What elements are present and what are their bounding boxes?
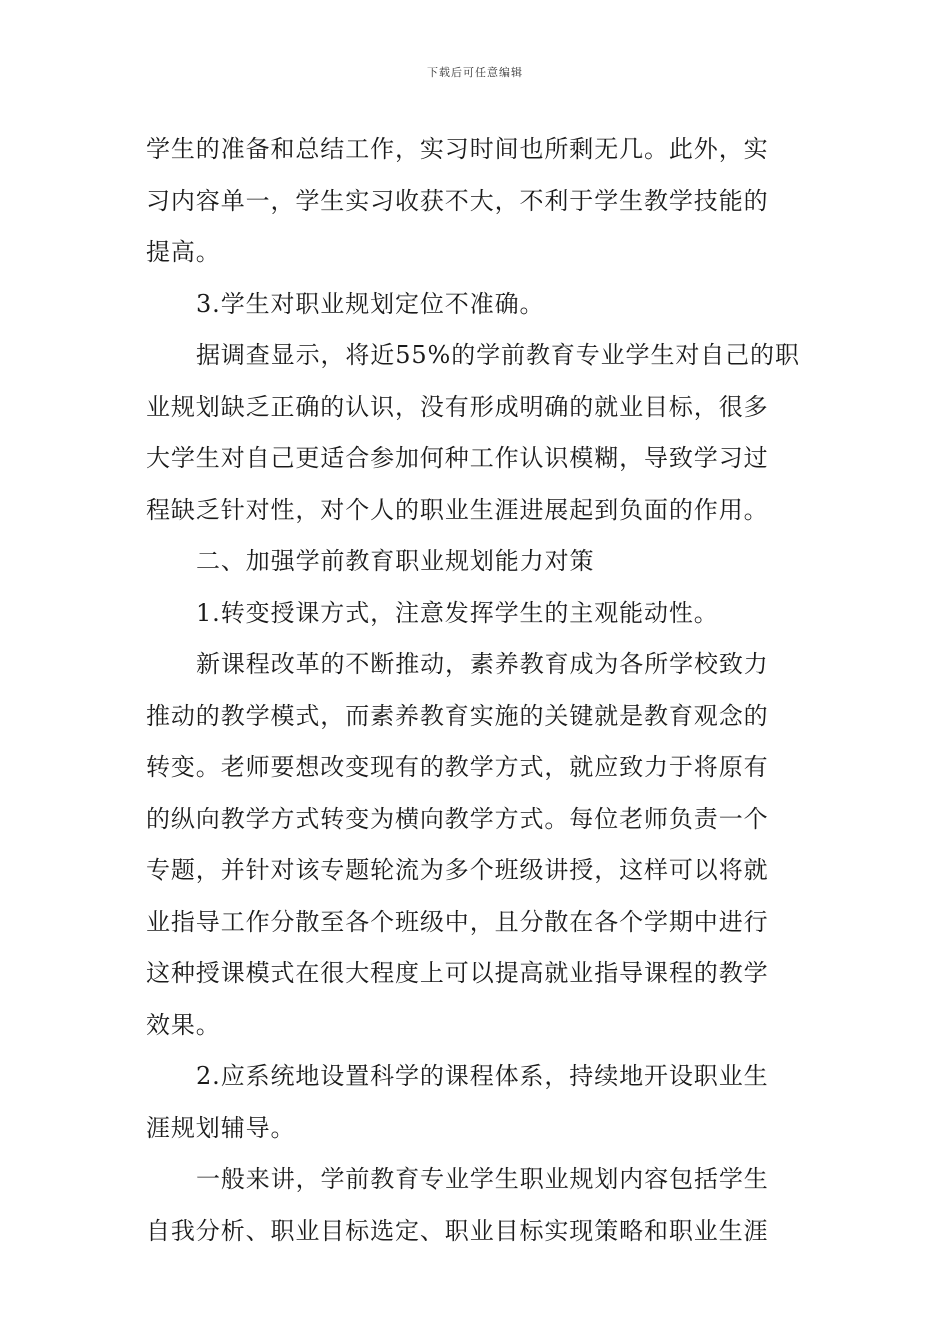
text-line-15: 专题，并针对该专题轮流为多个班级讲授，这样可以将就 bbox=[146, 856, 769, 884]
text-line-22: 自我分析、职业目标选定、职业目标实现策略和职业生涯 bbox=[146, 1216, 769, 1245]
text-line-16: 业指导工作分散至各个班级中，且分散在各个学期中进行 bbox=[146, 907, 769, 936]
subheading-1: 1.转变授课方式，注意发挥学生的主观能动性。 bbox=[196, 598, 719, 627]
text-line-11: 新课程改革的不断推动，素养教育成为各所学校致力 bbox=[196, 650, 769, 678]
subheading-2: 2.应系统地设置科学的课程体系，持续地开设职业生 bbox=[196, 1062, 769, 1090]
text-line-5: 据调查显示，将近55%的学前教育专业学生对自己的职 bbox=[196, 341, 800, 369]
text-line-3: 提高。 bbox=[146, 238, 221, 266]
page-header: 下载后可任意编辑 bbox=[427, 66, 523, 79]
subheading-3: 3.学生对职业规划定位不准确。 bbox=[196, 289, 545, 318]
document-body bbox=[146, 124, 812, 1257]
text-line-14: 的纵向教学方式转变为横向教学方式。每位老师负责一个 bbox=[146, 804, 769, 833]
text-line-18: 效果。 bbox=[146, 1010, 221, 1039]
text-line-21: 一般来讲，学前教育专业学生职业规划内容包括学生 bbox=[196, 1165, 769, 1193]
text-line-6: 业规划缺乏正确的认识，没有形成明确的就业目标，很多 bbox=[146, 392, 769, 421]
text-line-7: 大学生对自己更适合参加何种工作认识模糊，导致学习过 bbox=[146, 444, 769, 472]
text-line-12: 推动的教学模式，而素养教育实施的关键就是教育观念的 bbox=[146, 701, 769, 730]
text-line-20: 涯规划辅导。 bbox=[146, 1113, 296, 1142]
text-line-13: 转变。老师要想改变现有的教学方式，就应致力于将原有 bbox=[146, 753, 769, 781]
text-line-17: 这种授课模式在很大程度上可以提高就业指导课程的教学 bbox=[146, 959, 769, 987]
text-line-1: 学生的准备和总结工作，实习时间也所剩无几。此外，实 bbox=[146, 135, 769, 163]
section-heading-2: 二、加强学前教育职业规划能力对策 bbox=[196, 547, 595, 575]
text-line-8: 程缺乏针对性，对个人的职业生涯进展起到负面的作用。 bbox=[146, 495, 769, 524]
text-line-2: 习内容单一，学生实习收获不大，不利于学生教学技能的 bbox=[146, 186, 769, 215]
